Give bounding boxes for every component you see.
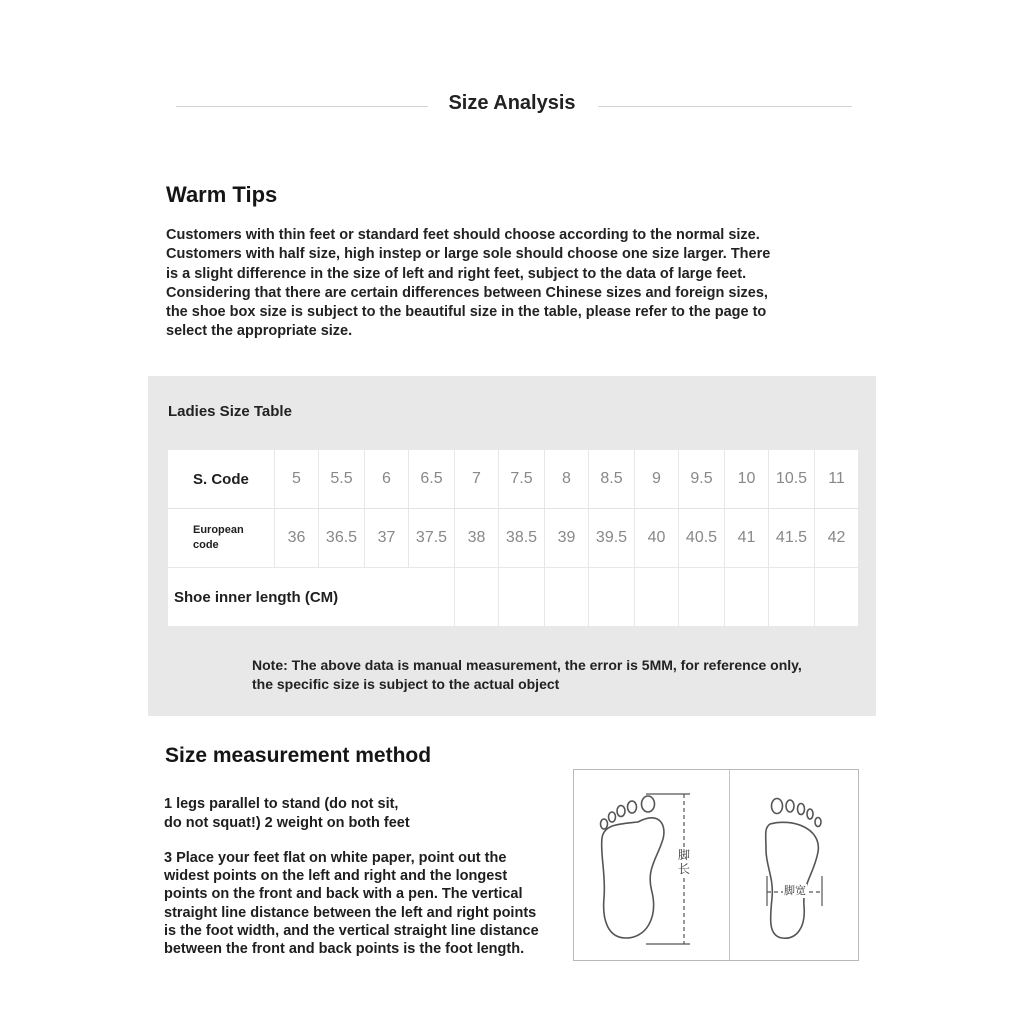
s-code-cell: 9 xyxy=(635,450,679,509)
european-code-cell: 37 xyxy=(365,509,409,568)
measurement-heading: Size measurement method xyxy=(165,744,432,767)
s-code-cell: 7 xyxy=(455,450,499,509)
inner-length-cell xyxy=(725,568,769,626)
inner-length-cell xyxy=(769,568,815,626)
inner-length-cell xyxy=(589,568,635,626)
size-table xyxy=(168,450,858,626)
european-code-cell: 42 xyxy=(815,509,858,568)
warm-tips-heading: Warm Tips xyxy=(166,182,278,207)
step-line: points on the front and back with a pen. The vertical xyxy=(164,886,523,903)
warm-tips-line: is a slight difference in the size of left and right feet, subject to the data of large feet. xyxy=(166,265,747,282)
measurement-steps-b xyxy=(164,849,539,958)
european-code-cell: 40 xyxy=(635,509,679,568)
warm-tips-line: Customers with thin feet or standard feet should choose according to the normal size. xyxy=(166,227,760,243)
s-code-cell: 8 xyxy=(545,450,589,509)
european-code-cell: 41.5 xyxy=(769,509,815,568)
warm-tips-text xyxy=(166,226,866,342)
european-code-label-line: European xyxy=(193,524,244,536)
european-code-cell: 39.5 xyxy=(589,509,635,568)
s-code-cell: 7.5 xyxy=(499,450,545,509)
s-code-cell: 8.5 xyxy=(589,450,635,509)
step-line: 3 Place your feet flat on white paper, point out the xyxy=(164,850,507,866)
step-line: straight line distance between the left and right points xyxy=(164,904,537,921)
european-code-label-line: code xyxy=(193,539,219,551)
note-line: the specific size is subject to the actual object xyxy=(252,676,560,692)
european-code-label xyxy=(168,509,275,568)
european-code-cell: 37.5 xyxy=(409,509,455,568)
european-code-cell: 36.5 xyxy=(319,509,365,568)
page-title: Size Analysis xyxy=(448,92,576,114)
s-code-cell: 6.5 xyxy=(409,450,455,509)
european-code-cell: 41 xyxy=(725,509,769,568)
warm-tips-line: Customers with half size, high instep or large sole should choose one size larger. There xyxy=(166,246,771,263)
s-code-label: S. Code xyxy=(168,450,275,509)
size-table-title: Ladies Size Table xyxy=(168,403,292,420)
note-line: Note: The above data is manual measurement, the error is 5MM, for reference only, xyxy=(252,657,802,673)
european-code-cell: 38.5 xyxy=(499,509,545,568)
measurement-steps-a xyxy=(164,795,410,833)
warm-tips-line: Considering that there are certain differences between Chinese sizes and foreign sizes, xyxy=(166,284,768,301)
figure-divider xyxy=(729,770,730,960)
warm-tips-line: the shoe box size is subject to the beautiful size in the table, please refer to the page to xyxy=(166,304,767,321)
inner-length-cell xyxy=(455,568,499,626)
inner-length-label: Shoe inner length (CM) xyxy=(168,568,455,626)
s-code-cell: 10.5 xyxy=(769,450,815,509)
inner-length-cell xyxy=(679,568,725,626)
s-code-row xyxy=(168,450,858,509)
footprint-width-icon xyxy=(766,799,821,939)
s-code-cell: 5.5 xyxy=(319,450,365,509)
foot-length-label: 脚长 xyxy=(677,848,690,876)
inner-length-cell xyxy=(815,568,858,626)
foot-width-label: 脚宽 xyxy=(784,884,806,897)
inner-length-row xyxy=(168,568,858,626)
inner-length-cell xyxy=(545,568,589,626)
s-code-cell: 10 xyxy=(725,450,769,509)
inner-length-cell xyxy=(635,568,679,626)
step-line: widest points on the left and right and the longest xyxy=(164,868,508,885)
european-code-cell: 39 xyxy=(545,509,589,568)
inner-length-cell xyxy=(499,568,545,626)
step-line: is the foot width, and the vertical straight line distance xyxy=(164,922,539,939)
step-line: between the front and back points is the foot length. xyxy=(164,941,525,958)
s-code-cell: 6 xyxy=(365,450,409,509)
s-code-cell: 5 xyxy=(275,450,319,509)
european-code-row xyxy=(168,509,858,568)
step-line: do not squat!) 2 weight on both feet xyxy=(164,815,410,831)
european-code-cell: 36 xyxy=(275,509,319,568)
step-line: 1 legs parallel to stand (do not sit, xyxy=(164,796,399,812)
footprint-diagram xyxy=(574,770,858,960)
european-code-cell: 40.5 xyxy=(679,509,725,568)
s-code-cell: 11 xyxy=(815,450,858,509)
header-rule-right xyxy=(598,106,852,107)
s-code-cell: 9.5 xyxy=(679,450,725,509)
warm-tips-line: select the appropriate size. xyxy=(166,323,353,340)
european-code-cell: 38 xyxy=(455,509,499,568)
footprint-length-icon xyxy=(601,796,664,938)
foot-measurement-figure xyxy=(573,769,859,961)
size-table-note xyxy=(252,656,802,694)
